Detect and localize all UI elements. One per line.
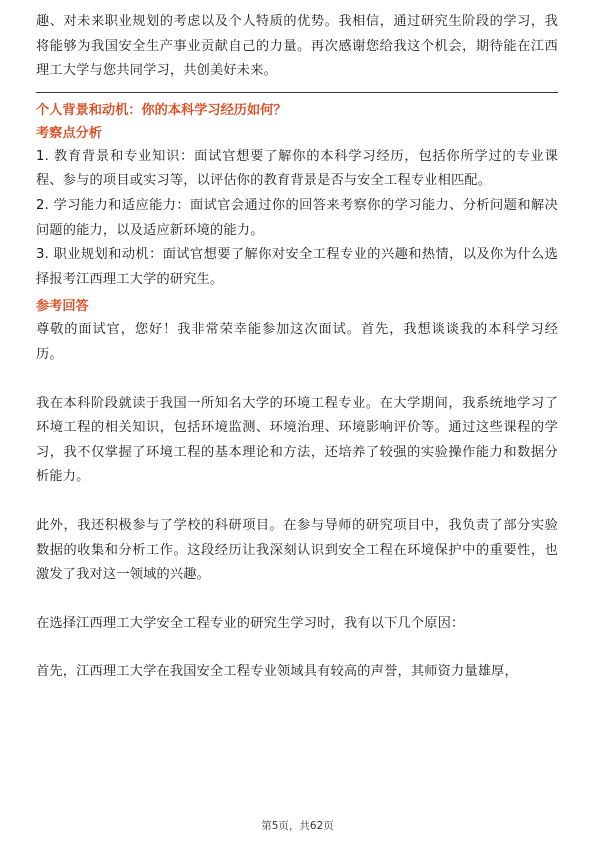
intro-paragraph: 趣、对未来职业规划的考虑以及个人特质的优势。我相信，通过研究生阶段的学习，我将能够为我国安全生产事业贡献自己的力量。再次感谢您给我这个机会，期待能在江西理工大学与您共同学习，共创美好未来。 bbox=[36, 14, 558, 79]
analysis-item-3: 3. 职业规划和动机：面试官想要了解你对安全工程专业的兴趣和热情，以及你为什么选择报考江西理工大学的研究生。 bbox=[36, 247, 558, 287]
answer-paragraph-3: 此外，我还积极参与了学校的科研项目。在参与导师的研究项目中，我负责了部分实验数据的收集和分析工作。这段经历让我深刻认识到安全工程在环境保护中的重要性，也激发了我对这一领域的兴趣。 bbox=[36, 517, 558, 583]
page-content bbox=[36, 10, 558, 685]
question-title: 个人背景和动机：你的本科学习经历如何？ bbox=[36, 102, 287, 118]
answer-heading: 参考回答 bbox=[36, 299, 89, 315]
analysis-item-1: 1. 教育背景和专业知识：面试官想要了解你的本科学习经历，包括你所学过的专业课程、参与的项目或实习等，以评估你的教育背景是否与安全工程专业相匹配。 bbox=[36, 148, 558, 189]
answer-paragraph-2: 我在本科阶段就读于我国一所知名大学的环境工程专业。在大学期间，我系统地学习了环境工程的相关知识，包括环境监测、环境治理、环境影响评价等。通过这些课程的学习，我不仅掌握了环境工程的基本理论和方法，还培养了较强的实验操作能力和数据分析能力。 bbox=[36, 395, 558, 485]
analysis-item-2: 2. 学习能力和适应能力：面试官会通过你的回答来考察你的学习能力、分析问题和解决问题的能力，以及适应新环境的能力。 bbox=[36, 197, 558, 238]
analysis-heading: 考察点分析 bbox=[36, 125, 102, 141]
section-divider bbox=[36, 92, 558, 93]
answer-paragraph-5: 首先，江西理工大学在我国安全工程专业领域具有较高的声誉，其师资力量雄厚， bbox=[36, 664, 518, 680]
page-number: 第5页，共62页 bbox=[261, 820, 334, 832]
answer-paragraph-1: 尊敬的面试官，您好！我非常荣幸能参加这次面试。首先，我想谈谈我的本科学习经历。 bbox=[36, 322, 558, 362]
answer-paragraph-4: 在选择江西理工大学安全工程专业的研究生学习时，我有以下几个原因： bbox=[36, 615, 465, 631]
